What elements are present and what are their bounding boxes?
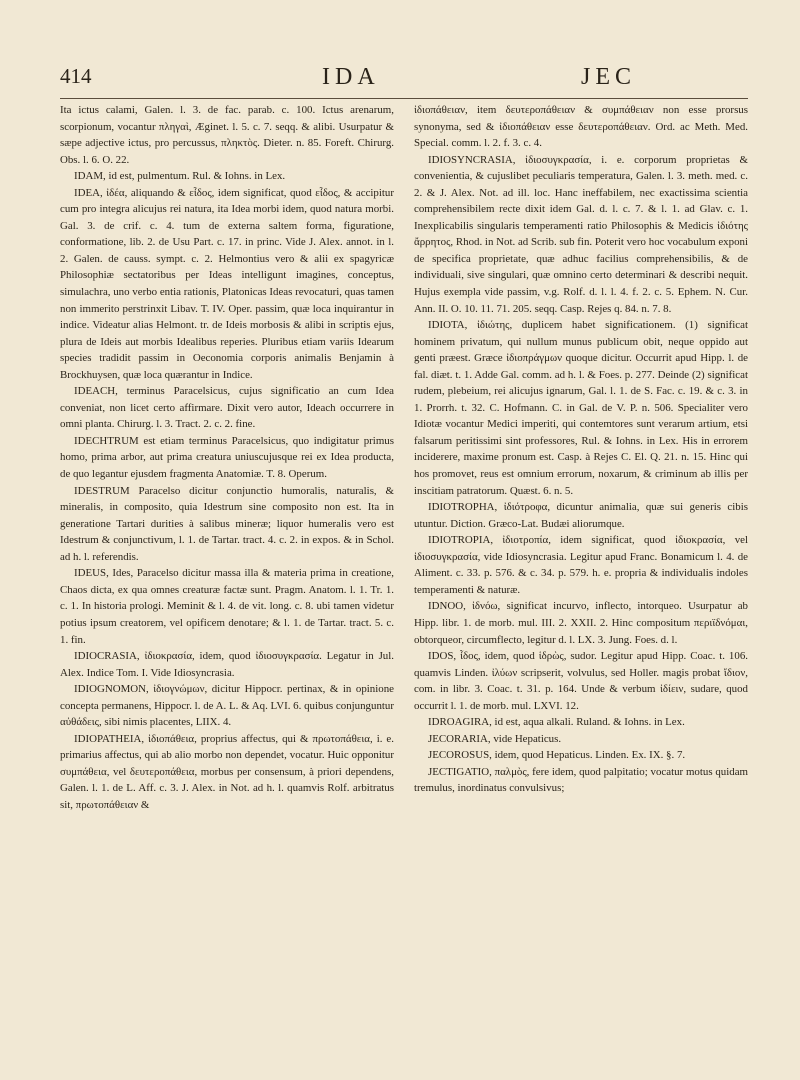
running-header [60, 64, 748, 94]
header-rule [60, 98, 748, 99]
entry-idiotropha: IDIOTROPHA, ἰδιότροφα, dicuntur animalia, quæ sui generis cibis utuntur. Diction. Græco-Lat. Budæi aliorumque. [414, 501, 748, 530]
right-running-head: JEC [580, 64, 636, 90]
entry-idiognomon: IDIOGNOMON, ἰδιογνώμων, dicitur Hippocr. pertinax, & in opinione concepta permanens, Hippocr. l. de A. L. & Aq. LVI. 6. quibus conjunguntur αὐθάδεις, sibi nimis placentes, LIIX. 4. [60, 683, 394, 729]
right-column [414, 102, 748, 1074]
entry-jecorosus: JECOROSUS, idem, quod Hepaticus. Linden. Ex. IX. §. 7. [428, 749, 686, 762]
entry-idiotropia: IDIOTROPIA, ἰδιοτροπία, idem significat, quod ἰδιοκρασία, vel ἰδιοσυγκρασία, vide Idiosyncrasia. Legitur apud Franc. Bonamicum l. 4. de Aliment. c. 33. p. 576. & c. 34. p. 579. h. e. propria & individualis indoles temperamenti & naturæ. [414, 534, 748, 596]
page-number: 414 [60, 64, 92, 88]
entry-idechtrum: IDECHTRUM est etiam terminus Paracelsicus, quo indigitatur primus homo, prima arbor, aut prima creatura uniuscujusque rei ex Idea producta, de quo legantur ejusdem fragmenta Anatomiæ. T. 8. Operum. [60, 434, 394, 481]
entry-idiocrasia: IDIOCRASIA, ἰδιοκρασία, idem, quod ἰδιοσυγκρασία. Legatur in Jul. Alex. Indice Tom. I. Vide Idiosyncrasia. [60, 650, 394, 679]
entry-idiopatheia: IDIOPATHEIA, ἰδιοπάθεια, proprius affectus, qui & πρωτοπάθεια, i. e. primarius affectus, qui ab alio morbo non dependet, vocatur. Huic opponitur συμπάθεια, vel δευτεροπάθεια, morbus per consensum, à priori dependens, Galen. l. 1. de L. Aff. c. 3. J. Alex. in Not. ad h. l. quamvis Rolf. arbitratus sit, πρωτοπάθειαν & [60, 732, 394, 811]
entry-jectigatio: JECTIGATIO, παλμὸς, fere idem, quod palpitatio; vocatur motus quidam tremulus, inordinatus convulsivus; [414, 765, 748, 795]
left-column [60, 102, 394, 1074]
left-running-head: IDA [322, 64, 380, 90]
entry-idestrum: IDESTRUM Paracelso dicitur conjunctio humoralis, naturalis, & mineralis, in composito, quia Idestrum sine composito non est. Ita in generatione Tartari durities à salibus mineræ; liquor humeralis vero est Idestrum & conjunctivum, l. 1. de Tartar. tract. 4. c. 2. in expos. & in Schol. ad h. l. referendis. [60, 484, 394, 563]
entry-idroagira: IDROAGIRA, id est, aqua alkali. Ruland. & Iohns. in Lex. [428, 716, 685, 729]
entry-idiota: IDIOTA, ἰδιώτης, duplicem habet significationem. (1) significat hominem privatum, qui nullum munus publicum obit, neque oppido aut genti præest. Græce ἰδιοπράγμων quoque dicitur. Occurrit apud Hipp. l. de fal. diæt. t. 1. Adde Gal. comm. ad h. l. & Foes. p. 277. Deinde (2) significat rudem, plebeium, rei alicujus ignarum, Gal. l. 1. de S. Fac. c. 19. & c. 3. in 1. Prorrh. t. 32. C. Hofmann. C. in Gal. de V. P. n. 506. Specialiter vero Idiotæ vocantur Medici imperiti, qui contemtores sunt verarum artium, etsi falsarum peritissimi sint professores, Rul. & Iohns. in Lex. His in errorem inciderere, maxime pronum est. Casp. à Rejes C. El. Q. 21. n. 15. Hinc qui hos promovet, reus est omnium errorum, noxarum, & criminum ab illis per inscitiam patratorum. Quæst. 6. n. 5. [414, 319, 748, 497]
entry-idea: IDEA, ἰδέα, aliquando & εἶδος, idem significat, quod εἶδος, & accipitur cum pro integra alicujus rei natura, ita Idea morbi idem, quod natura morbi. Gal. 3. de crif. c. 4. tum de externa saltem forma, figuratione, conformatione, lib. 2. de Usu Part. c. 17. in princ. Vide J. Alex. annot. in l. 2. Galen. de causs. sympt. c. 2. Helmontius vero & alii ex spagyricæ Philosophiæ sectatoribus per Ideas intelligunt imagines, conceptus, simulachra, uno verbo entia rationis, Platonicas Ideas revocaturi, quas tamen non immerito perstrinxit Libav. T. IV. Oper. passim, quæ loca inquirantur in indice. Videatur alias Helmont. tr. de Ideis morbosis & alibi in scriptis ejus, plura de Ideis aut morbis Idealibus reperies. Pluribus etiam variis Idearum species tradidit passim in Oeconomia corporis animalis Benjamin à Brockhuysen, quæ loca quærantur in Indice. [60, 186, 394, 381]
entry-ictus: Ita ictus calami, Galen. l. 3. de fac. parab. c. 100. Ictus arenarum, scorpionum, vocantur πληγαὶ, Æginet. l. 5. c. 7. seqq. & alibi. Usurpatur & sæpe adjective ictus, pro percussus, πληκτὸς. Dieter. n. 85. Foreft. Chirurg. Obs. l. 6. O. 22. [60, 104, 394, 166]
entry-idnoo: IDNOO, ἰδνόω, significat incurvo, inflecto, intorqueo. Usurpatur ab Hipp. libr. 1. de morb. mul. III. 2. XXII. 2. Hinc compositum περιϊδνόμαι, obtorqueor, circumflecto, legitur d. l. LX. 3. Jung. Foes. d. l. [414, 600, 748, 646]
entry-ideach: IDEACH, terminus Paracelsicus, cujus significatio an cum Idea conveniat, non licet certo affirmare. Dixit vero autor, Ideach occurrere in omni planta. Chirurg. l. 3. Tract. 2. c. 2. fine. [60, 385, 394, 431]
entry-idam: IDAM, id est, pulmentum. Rul. & Iohns. in Lex. [74, 170, 286, 183]
entry-jecoraria: JECORARIA, vide Hepaticus. [428, 732, 562, 745]
entry-idiopatheia-cont: ἰδιοπάθειαν, item δευτεροπάθειαν & συμπάθειαν non esse prorsus synonyma, sed & ἰδιοπάθειαν esse δευτεροπάθειαν. Ord. ac Meth. Med. Special. comm. l. 2. f. 3. c. 4. [414, 104, 748, 150]
entry-ideus: IDEUS, Ides, Paracelso dicitur massa illa & materia prima in creatione, Chaos dicta, ex qua omnes creaturæ factæ sunt. Pragm. Anatom. l. 1. Tr. 1. c. 1. In historia prologi. Meminit & l. 4. de vit. long. c. 8. ubi tamen videtur potius ipsum creatorem, vel opificem denotare; & l. 1. de Tartar. tract. 5. c. 1. fin. [60, 567, 394, 646]
entry-idos: IDOS, ἶδος, idem, quod ἱδρὼς, sudor. Legitur apud Hipp. Coac. t. 106. quamvis Linden. ἰλύων scripserit, volvulus, sed Holler. magis probat ἴδιον, com. in libr. 3. Coac. t. 31. p. 164. Unde & verbum ἰδίειν, sudare, quod occurrit l. 1. de morb. mul. LXVI. 12. [414, 650, 748, 712]
entry-idiosyncrasia: IDIOSYNCRASIA, ἰδιοσυγκρασία, i. e. corporum proprietas & convenientia, & cujuslibet peculiaris temperatura, Galen. l. 3. meth. med. c. 2. & J. Alex. Not. ad ill. loc. Hanc ineffabilem, nec exactissima scientia comprehensibilem recte dixit idem Gal. d. l. c. 7. & l. 1. ad Glav. c. 1. Inexplicabilis singularis temperamenti ratio Philosophis & Medicis ἰδιότης ἄρρητος, Rhod. in Not. ad Scrib. sub fin. Poterit vero hoc vocabulum exponi de specifica proprietate, quæ adhuc facilius comprehensibilis, & de individuali, sive singulari, quæ omnino certo determinari & describi nequit. Hujus exempla vide passim, v.g. Rolf. d. l. l. 4. f. 2. c. 5. Ephem. N. Cur. Ann. II. O. 10. 11. 71. 205. seqq. Casp. Rejes q. 84. n. 7. 8. [414, 153, 748, 315]
